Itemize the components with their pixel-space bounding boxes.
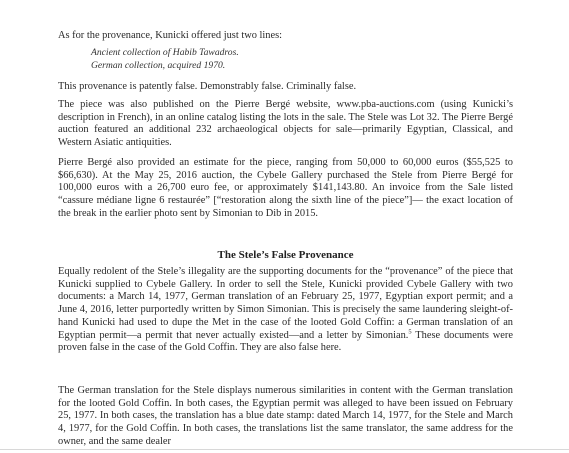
estimate-paragraph: Pierre Bergé also provided an estimate for the piece, ranging from 50,000 to 60,000 euros ($55,525 to $66,630). At the May 25, 2016 auction, the Cybele Gallery purchased the Stele from Pierre Bergé for 100,000 euros with a 26,700 euro fee, or approximately $141,143.80. An invoice from the Sale listed “cassure médiane ligne 6 restaurée” [“restoration along the sixth line of the piece”]— the exact location of the break in the earlier photo sent by Simonian to Dib in 2015. bbox=[58, 157, 513, 219]
intro-paragraph: As for the provenance, Kunicki offered just two lines: bbox=[58, 30, 283, 41]
false-provenance-paragraph: This provenance is patently false. Demonstrably false. Criminally false. bbox=[58, 81, 357, 92]
footnote-reference[interactable]: 5 bbox=[408, 328, 412, 336]
provenance-quote-line-2: German collection, acquired 1970. bbox=[91, 60, 226, 71]
translation-paragraph: The German translation for the Stele displays numerous similarities in content with the German translation for the looted Gold Coffin. In both cases, the Egyptian permit was alleged to have been issued on February 25, 1977. In both cases, the translation has a blue date stamp: dated March 14, 1977, for the Stele and March 4, 1977, for the Gold Coffin. In both cases, the translations list the same translator, the same address for the owner, and the same dealer bbox=[58, 385, 513, 447]
section-heading: The Stele’s False Provenance bbox=[217, 249, 354, 261]
provenance-quote-line-1: Ancient collection of Habib Tawadros. bbox=[91, 47, 239, 58]
supporting-documents-tail: These documents were proven false in the case of the Gold Coffin. They are also false here. bbox=[58, 329, 513, 354]
website-paragraph: The piece was also published on the Pierre Bergé website, www.pba-auctions.com (using Kunicki’s description in French), in an online catalog listing the lots in the sale. The Stele was Lot 32. The Pierre Bergé auction featured an additional 232 archaeological objects for sale—primarily Egyptian, Classical, and Western Asiatic antiquities. bbox=[58, 99, 513, 149]
page-bottom-edge bbox=[0, 449, 569, 450]
supporting-documents-text: Equally redolent of the Stele’s illegality are the supporting documents for the “provenance” of the piece that Kunicki supplied to Cybele Gallery. In order to sell the Stele, Kunicki provided Cybele Gallery with two documents: a March 14, 1977, German translation of an February 25, 1977, Egyptian export permit; and a June 4, 2016, letter purportedly written by Simon Simonian. This is precisely the same laundering sleight-of-hand Kunicki had used to dupe the Met in the case of the looted Gold Coffin: a German translation of an Egyptian permit—a permit that never actually existed—and a letter by Simonian. bbox=[58, 266, 513, 341]
supporting-documents-paragraph bbox=[58, 266, 513, 355]
